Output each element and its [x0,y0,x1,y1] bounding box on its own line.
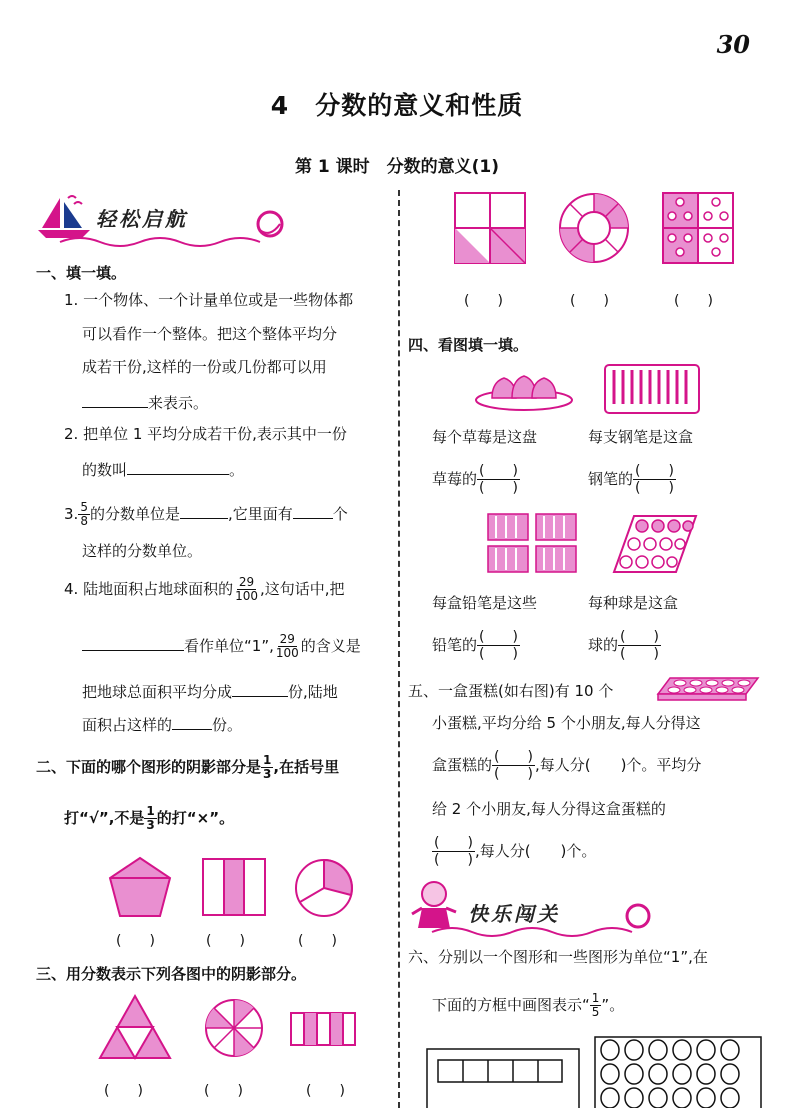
ring-segments [558,192,630,264]
q4-line-1: 4. 陆地面积占地球面积的 $\frac{29}{100}$ ,这句话中,把 [64,575,345,603]
section-1-heading: 一、填一填。 [36,264,127,282]
strawberry-text: 每个草莓是这盘 [432,428,538,446]
answer-fraction[interactable]: ( ) ( ) [434,835,473,868]
ball-fraction-line: 球的 ( ) ( ) [588,629,659,662]
pencil-text: 每盒铅笔是这些 [432,594,538,612]
q1-line-1: 1. 一个物体、一个计量单位或是一些物体都 [64,291,354,309]
answer-blank[interactable] [127,460,229,475]
answer-blank[interactable] [172,715,212,730]
answer-blank[interactable] [293,504,333,519]
section-2-heading: 二、下面的哪个图形的阴影部分是 $\frac{1}{3}$ ,在括号里 [36,753,340,781]
banner-relaxed-start: 轻松启航 [96,207,188,231]
answer-paren[interactable]: ( ) [306,1083,345,1099]
answer-blank[interactable] [82,393,148,408]
answer-fraction[interactable]: ( ) ( ) [635,463,674,496]
answer-fraction[interactable]: ( ) ( ) [479,463,518,496]
ball-text: 每种球是这盒 [588,594,679,612]
pen-box-icon [604,364,700,414]
answer-paren[interactable]: ( ) [464,293,503,309]
answer-blank[interactable] [180,504,228,519]
square-quarters [454,192,526,264]
triangle-shape [98,994,172,1060]
answer-paren[interactable]: ( ) [116,933,155,949]
swirl-ornament-icon [60,234,286,250]
drawing-box-circles[interactable] [594,1036,762,1108]
page-number: 30 [716,30,750,59]
answer-paren[interactable]: ( ) [674,293,713,309]
section-2-line-2: 打“√”,不是 $\frac{1}{3}$ 的打“×”。 [64,804,235,832]
q2-line-1: 2. 把单位 1 平均分成若干份,表示其中一份 [64,425,347,443]
section-6-line-1: 六、分别以一个图形和一些图形为单位“1”,在 [408,948,708,966]
section-5-line-1: 五、一盒蛋糕(如右图)有 10 个 [408,682,614,700]
three-column-rectangle [202,858,266,916]
cake-box-icon [656,676,760,702]
drawing-box-one-shape[interactable] [426,1048,580,1106]
circle-eighths [204,998,264,1058]
q4-line-2: 看作单位“1”, $\frac{29}{100}$ 的含义是 [82,633,361,660]
q4-line-3: 把地球总面积平均分成 份,陆地 [82,683,338,701]
answer-paren[interactable]: ( ) [298,933,337,949]
section-5-line-4: 给 2 个小朋友,每人分得这盒蛋糕的 [432,800,666,818]
pen-fraction-line: 钢笔的 ( ) ( ) [588,463,674,496]
pen-text: 每支钢笔是这盒 [588,428,694,446]
q2-line-2: 的数叫 。 [82,461,245,479]
strawberry-fraction-line: 草莓的 ( ) ( ) [432,463,518,496]
answer-blank[interactable] [82,636,184,651]
answer-paren[interactable]: ( ) [104,1083,143,1099]
answer-fraction[interactable]: ( ) ( ) [494,749,533,782]
section-5-line-3: 盒蛋糕的 ( ) ( ) ,每人分( )个。平均分 [432,749,702,782]
answer-paren[interactable]: ( ) [206,933,245,949]
q1-line-4: 来表示。 [82,393,208,411]
five-column-rectangle [290,1012,356,1046]
lesson-subtitle: 第 1 课时 分数的意义(1) [294,157,500,177]
answer-fraction[interactable]: ( ) ( ) [479,629,518,662]
q3-line-2: 这样的分数单位。 [82,542,203,560]
page-title: 4 分数的意义和性质 [270,91,524,120]
strawberry-plate-icon [474,368,574,412]
q1-line-2: 可以看作一个整体。把这个整体平均分 [82,325,338,343]
answer-blank[interactable] [232,682,288,697]
section-4-heading: 四、看图填一填。 [408,336,529,354]
swirl-ornament-icon [432,924,658,940]
column-divider [398,190,400,1108]
dots-grid-square [662,192,734,264]
banner-happy-pass: 快乐闯关 [468,902,560,926]
answer-fraction[interactable]: ( ) ( ) [620,629,659,662]
q3-line-1: 3. $\frac{5}{8}$ 的分数单位是 ,它里面有 个 [64,500,348,528]
pencil-fraction-line: 铅笔的 ( ) ( ) [432,629,518,662]
q1-line-3: 成若干份,这样的一份或几份都可以用 [82,358,327,376]
pentagon-shape [108,856,172,918]
section-5-line-2: 小蛋糕,平均分给 5 个小朋友,每人分得这 [432,714,701,732]
circle-one-third [294,858,354,918]
answer-paren[interactable]: ( ) [204,1083,243,1099]
child-mascot-icon [408,878,464,930]
answer-paren[interactable]: ( ) [570,293,609,309]
q4-line-4: 面积占这样的 份。 [82,716,243,734]
section-5-line-5: ( ) ( ) ,每人分( )个。 [434,835,597,868]
section-6-line-2: 下面的方框中画图表示“ $\frac{1}{5}$ ”。 [432,991,625,1019]
pencil-boxes-icon [486,512,580,576]
ball-box-icon [612,514,698,574]
section-3-heading: 三、用分数表示下列各图中的阴影部分。 [36,965,307,983]
